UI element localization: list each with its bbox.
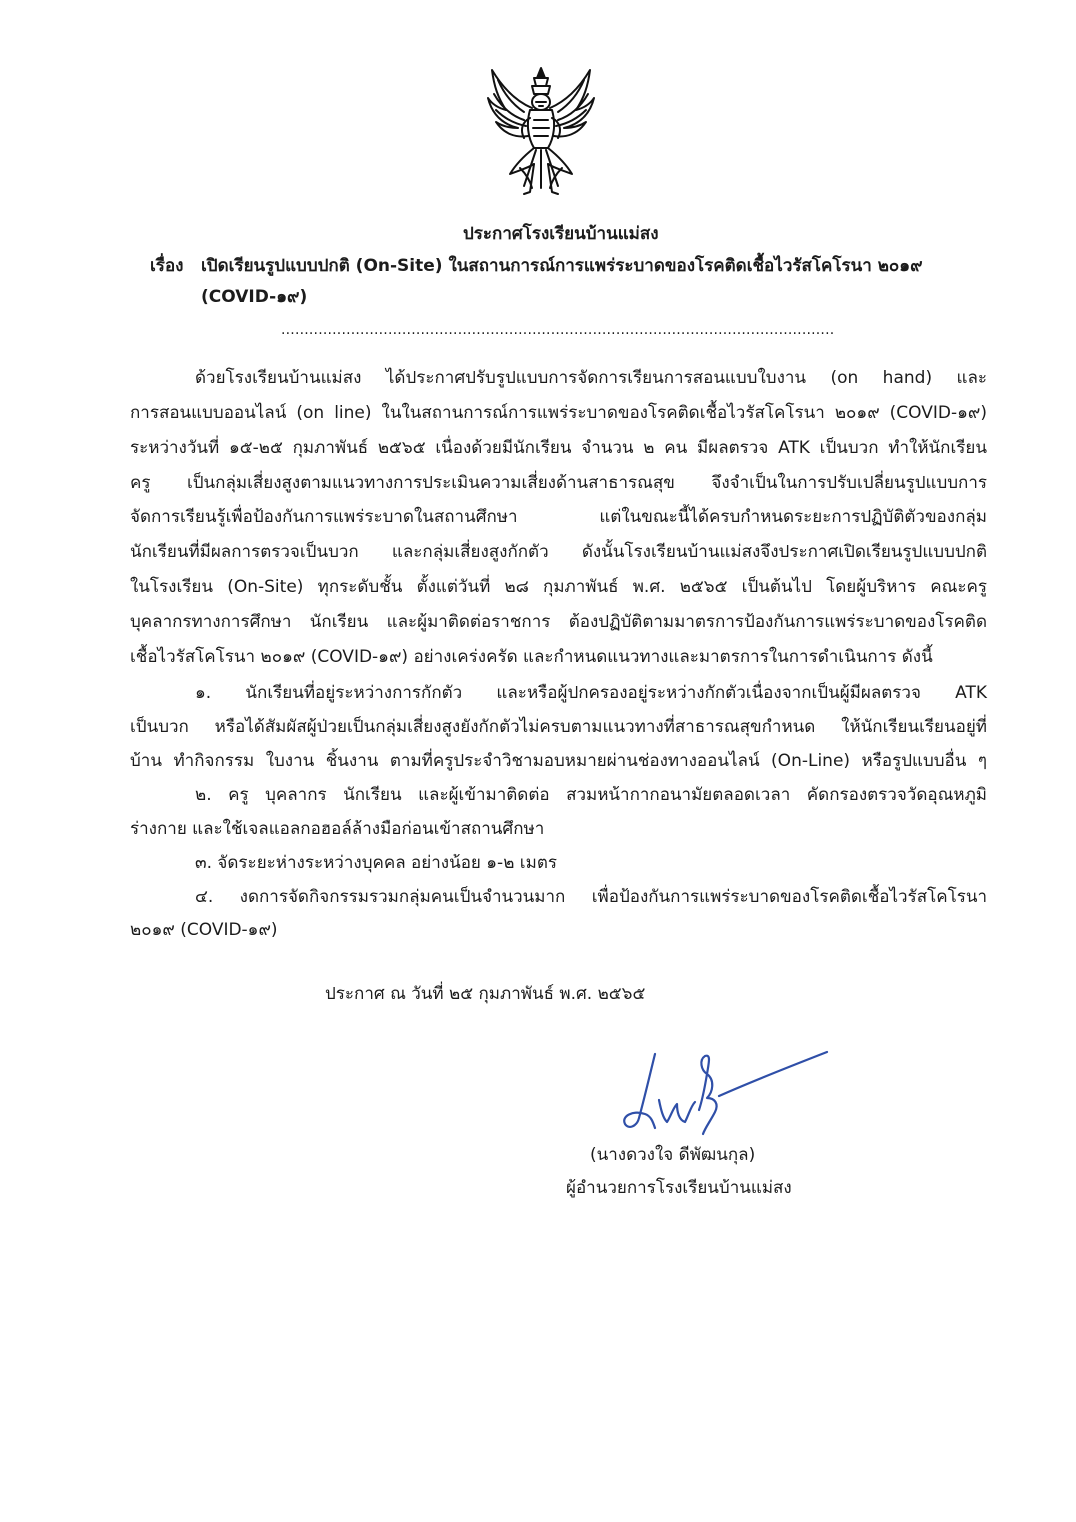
announcement-title: ประกาศโรงเรียนบ้านแม่สง bbox=[463, 224, 659, 244]
paragraph-line: การสอนแบบออนไลน์ (on line) ในในสถานการณ์การแพร่ระบาดของโรคติดเชื้อไวรัสโคโรนา ๒๐๑๙ (COVID-๑๙) bbox=[130, 403, 987, 423]
signature-icon bbox=[615, 1040, 835, 1140]
separator-dots: ....................................................................................................................... bbox=[281, 322, 835, 338]
list-item-2-line: ๒. ครู บุคลากร นักเรียน และผู้เข้ามาติดต่อ สวมหน้ากากอนามัยตลอดเวลา คัดกรองตรวจวัดอุณหภูมิ bbox=[195, 785, 987, 805]
list-item-1-line: เป็นบวก หรือได้สัมผัสผู้ป่วยเป็นกลุ่มเสี่ยงสูงยังกักตัวไม่ครบตามแนวทางที่สาธารณสุขกำหนด ให้นักเรียนเรียนอยู่ที่ bbox=[130, 717, 987, 737]
signer-position: ผู้อำนวยการโรงเรียนบ้านแม่สง bbox=[566, 1178, 792, 1198]
paragraph-line: ระหว่างวันที่ ๑๕-๒๕ กุมภาพันธ์ ๒๕๖๕ เนื่องด้วยมีนักเรียน จำนวน ๒ คน มีผลตรวจ ATK เป็นบวก ทำให้นักเรียน bbox=[130, 438, 987, 458]
list-item-4-line: ๒๐๑๙ (COVID-๑๙) bbox=[130, 920, 278, 940]
paragraph-line: บุคลากรทางการศึกษา นักเรียน และผู้มาติดต่อราชการ ต้องปฏิบัติตามมาตรการป้องกันการแพร่ระบาดของโรคติด bbox=[130, 612, 987, 632]
subject-line-2: (COVID-๑๙) bbox=[201, 287, 308, 307]
list-item-3-line: ๓. จัดระยะห่างระหว่างบุคคล อย่างน้อย ๑-๒ เมตร bbox=[195, 853, 557, 873]
announcement-date: ประกาศ ณ วันที่ ๒๕ กุมภาพันธ์ พ.ศ. ๒๕๖๕ bbox=[325, 984, 646, 1004]
paragraph-line: ด้วยโรงเรียนบ้านแม่สง ได้ประกาศปรับรูปแบบการจัดการเรียนการสอนแบบใบงาน (on hand) และ bbox=[195, 368, 987, 388]
list-item-1-line: ๑. นักเรียนที่อยู่ระหว่างการกักตัว และหรือผู้ปกครองอยู่ระหว่างกักตัวเนื่องจากเป็นผู้มีผลตรวจ ATK bbox=[195, 683, 987, 703]
subject-label: เรื่อง bbox=[150, 256, 184, 276]
paragraph-line: นักเรียนที่มีผลการตรวจเป็นบวก และกลุ่มเสี่ยงสูงกักตัว ดังนั้นโรงเรียนบ้านแม่สงจึงประกาศเปิดเรียนรูปแบบปกติ bbox=[130, 542, 987, 562]
paragraph-line: ในโรงเรียน (On-Site) ทุกระดับชั้น ตั้งแต่วันที่ ๒๘ กุมภาพันธ์ พ.ศ. ๒๕๖๕ เป็นต้นไป โดยผู้บริหาร คณะครู bbox=[130, 577, 987, 597]
list-item-4-line: ๔. งดการจัดกิจกรรมรวมกลุ่มคนเป็นจำนวนมาก เพื่อป้องกันการแพร่ระบาดของโรคติดเชื้อไวรัสโคโรนา bbox=[195, 887, 987, 907]
paragraph-line: จัดการเรียนรู้เพื่อป้องกันการแพร่ระบาดในสถานศึกษา แต่ในขณะนี้ได้ครบกำหนดระยะการปฏิบัติตัวของกลุ่ม bbox=[130, 507, 987, 527]
paragraph-line: เชื้อไวรัสโคโรนา ๒๐๑๙ (COVID-๑๙) อย่างเคร่งครัด และกำหนดแนวทางและมาตรการในการดำเนินการ ดังนี้ bbox=[130, 647, 933, 667]
paragraph-line: ครู เป็นกลุ่มเสี่ยงสูงตามแนวทางการประเมินความเสี่ยงด้านสาธารณสุข จึงจำเป็นในการปรับเปลี่ยนรูปแบบการ bbox=[130, 473, 987, 493]
garuda-emblem-icon bbox=[484, 64, 598, 198]
signer-name: (นางดวงใจ ดีพัฒนกุล) bbox=[590, 1145, 756, 1165]
subject-line-1: เปิดเรียนรูปแบบปกติ (On-Site) ในสถานการณ์การแพร่ระบาดของโรคติดเชื้อไวรัสโคโรนา ๒๐๑๙ bbox=[201, 256, 923, 276]
list-item-1-line: บ้าน ทำกิจกรรม ใบงาน ชิ้นงาน ตามที่ครูประจำวิชามอบหมายผ่านช่องทางออนไลน์ (On-Line) หรือรูปแบบอื่น ๆ bbox=[130, 751, 987, 771]
list-item-2-line: ร่างกาย และใช้เจลแอลกอฮอล์ล้างมือก่อนเข้าสถานศึกษา bbox=[130, 819, 545, 839]
